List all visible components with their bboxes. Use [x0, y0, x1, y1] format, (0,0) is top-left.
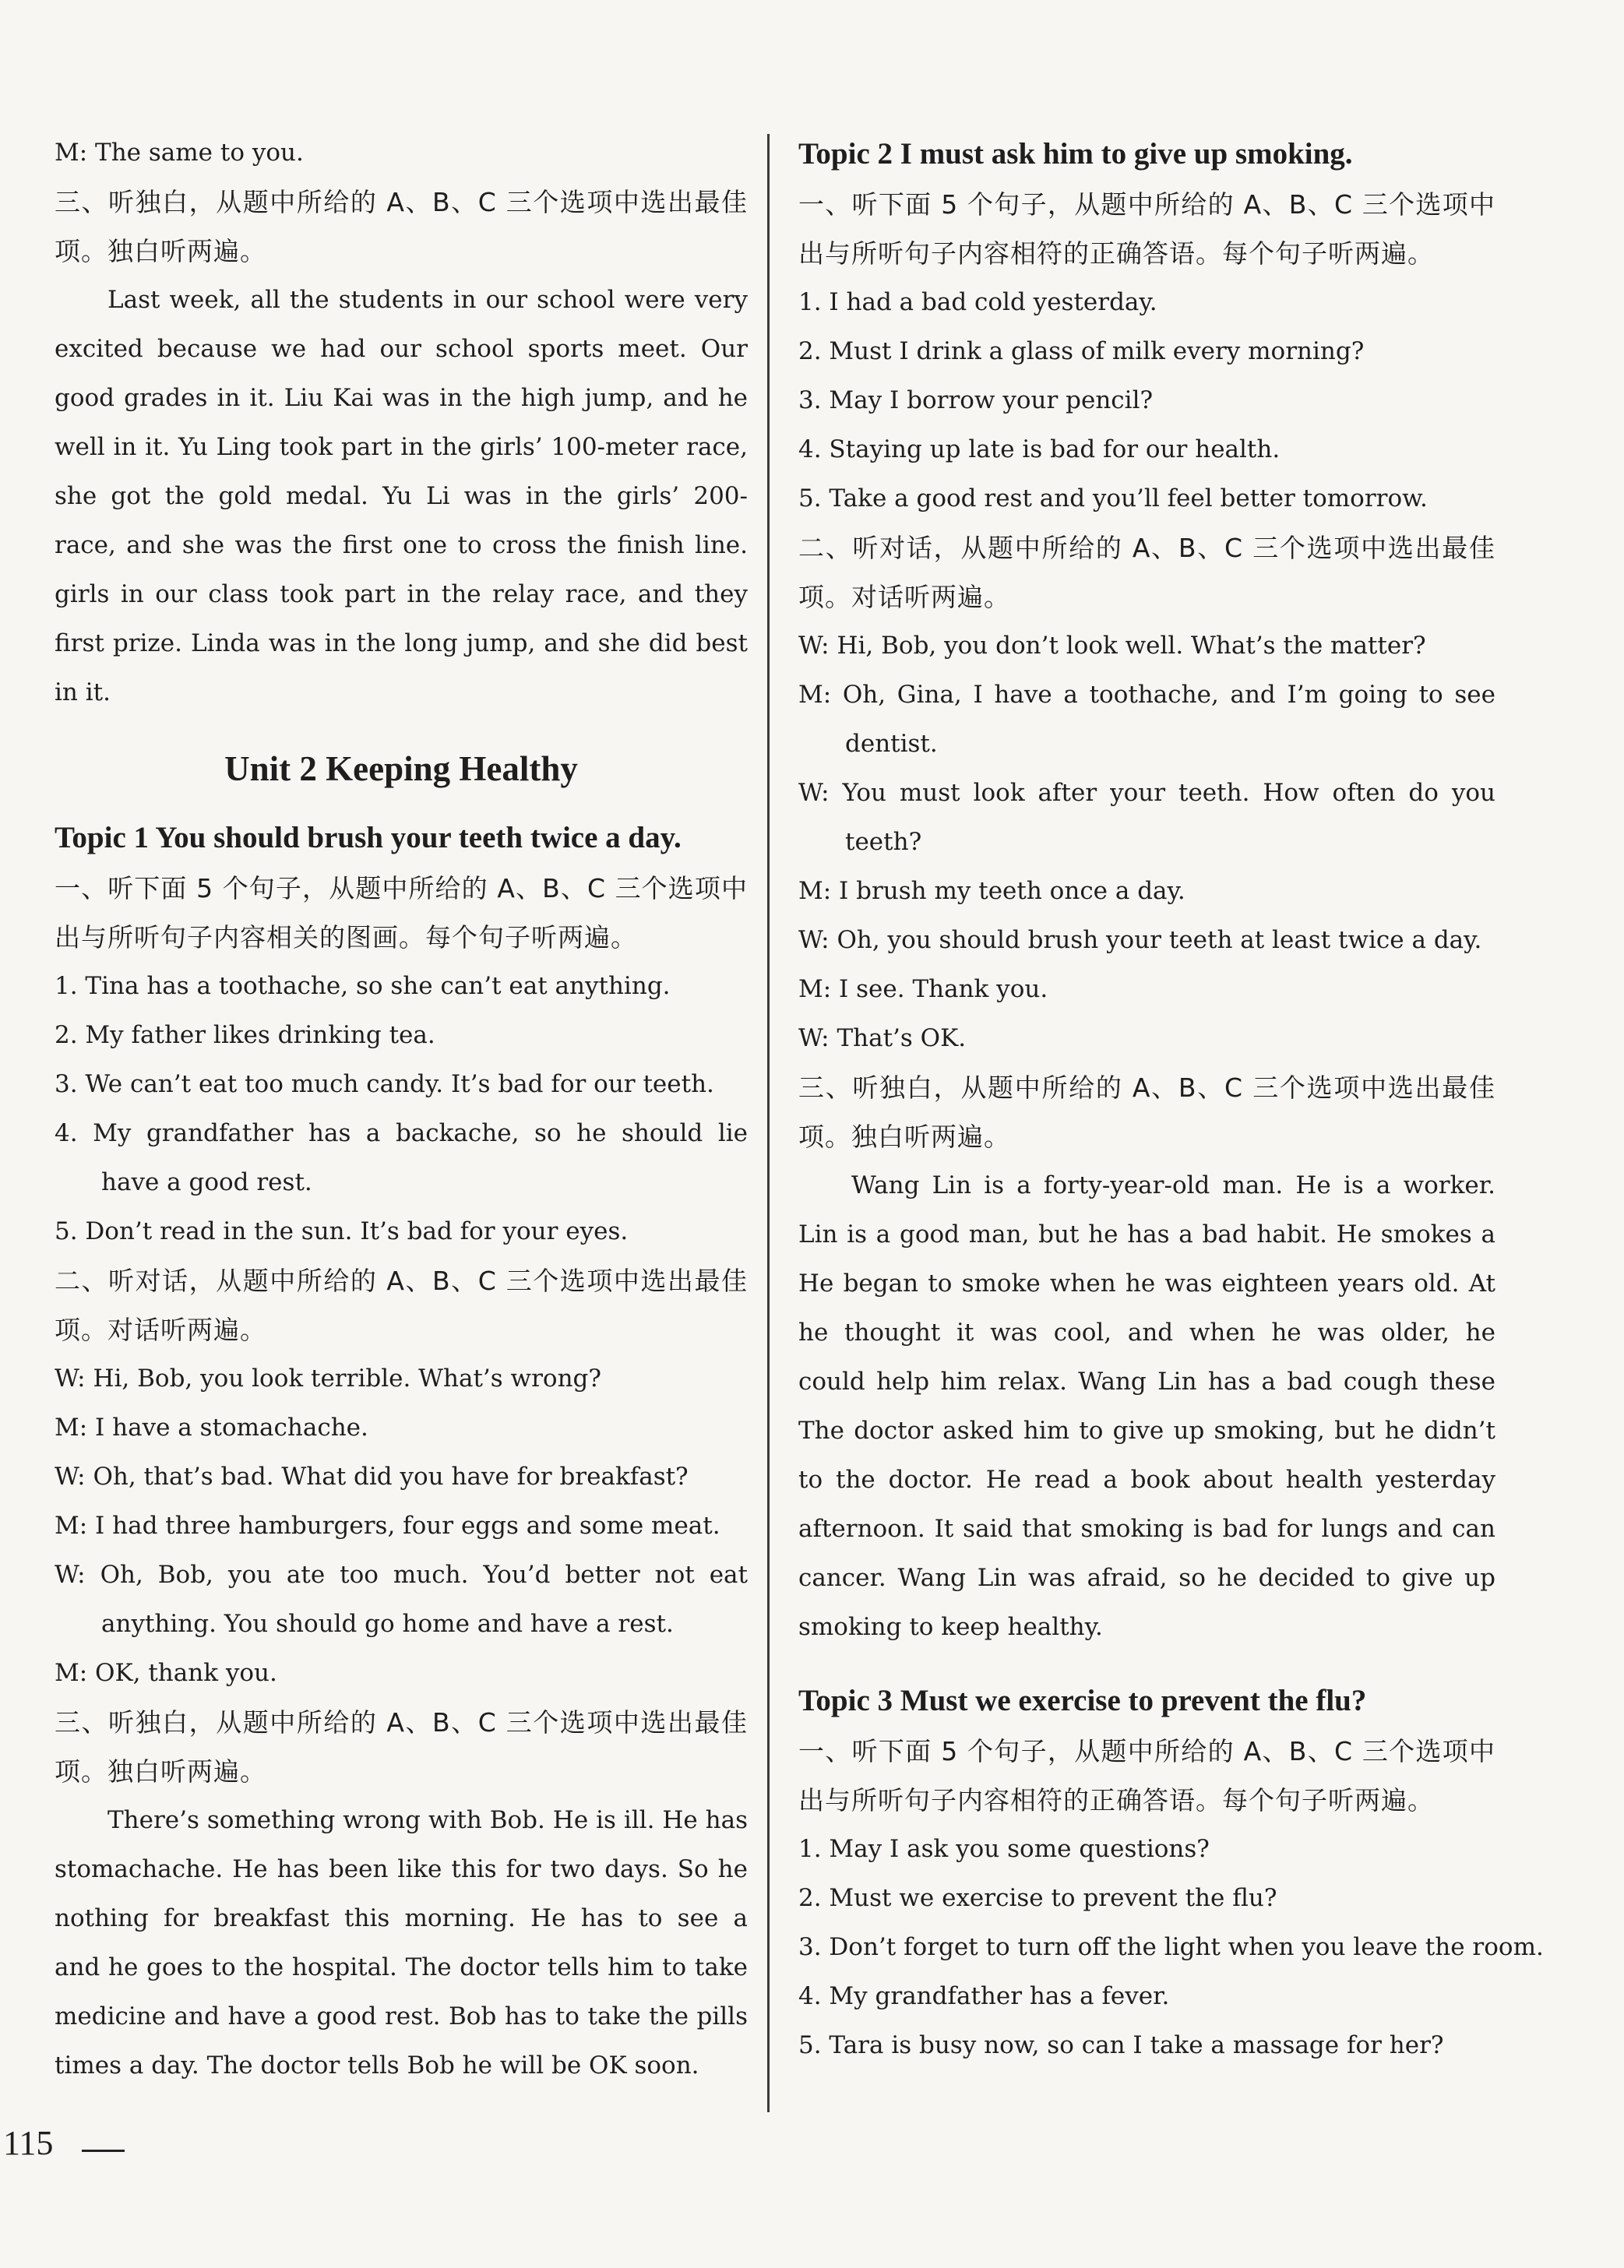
text-line: could help him relax. Wang Lin has a bad cough these: [798, 1368, 1495, 1396]
topic2-title: Topic 2 I must ask him to give up smoking.: [798, 137, 1353, 171]
text-line: well in it. Yu Ling took part in the girls’ 100-meter race,: [55, 433, 748, 461]
text-line: smoking to keep healthy.: [798, 1613, 1103, 1641]
text-line: W: Oh, that’s bad. What did you have for breakfast?: [55, 1463, 689, 1491]
text-line: W: Oh, you should brush your teeth at least twice a day.: [798, 926, 1482, 954]
text-line: 3. We can’t eat too much candy. It’s bad for our teeth.: [55, 1070, 714, 1098]
text-line: Last week, all the students in our school were very: [107, 286, 748, 314]
text-line: dentist.: [845, 730, 938, 758]
text-line: anything. You should go home and have a rest.: [101, 1610, 674, 1638]
text-line: 1. I had a bad cold yesterday.: [798, 288, 1157, 316]
topic2-lines: [798, 180, 1495, 1652]
text-line: 3. Don’t forget to turn off the light when you leave the room.: [798, 1933, 1544, 1961]
text-line: she got the gold medal. Yu Li was in the girls’ 200-: [55, 482, 748, 510]
text-line: have a good rest.: [101, 1168, 312, 1196]
text-line: He began to smoke when he was eighteen years old. At: [798, 1270, 1495, 1298]
text-line: 三、听独白，从题中所给的 A、B、C 三个选项中选出最佳: [55, 187, 748, 217]
text-line: afternoon. It said that smoking is bad for lungs and can: [798, 1515, 1495, 1543]
text-line: times a day. The doctor tells Bob he will be OK soon.: [55, 2051, 699, 2080]
text-line: 一、听下面 5 个句子，从题中所给的 A、B、C 三个选项中: [798, 189, 1495, 220]
text-line: to the doctor. He read a book about health yesterday: [798, 1466, 1495, 1494]
text-line: 一、听下面 5 个句子，从题中所给的 A、B、C 三个选项中: [798, 1736, 1495, 1766]
text-line: 3. May I borrow your pencil?: [798, 386, 1154, 414]
left-column: [55, 129, 748, 2090]
text-line: M: I see. Thank you.: [798, 975, 1048, 1003]
text-line: 项。独白听两遍。: [798, 1122, 1010, 1152]
unit-title: Unit 2 Keeping Healthy: [224, 749, 578, 788]
text-line: W: Oh, Bob, you ate too much. You’d better not eat: [55, 1561, 748, 1589]
text-line: first prize. Linda was in the long jump, and she did best: [55, 629, 748, 657]
topic1-title: Topic 1 You should brush your teeth twice a day.: [55, 821, 682, 854]
text-line: 2. My father likes drinking tea.: [55, 1021, 435, 1049]
text-line: 5. Don’t read in the sun. It’s bad for your eyes.: [55, 1217, 629, 1245]
text-line: W: That’s OK.: [798, 1024, 967, 1052]
text-line: 出与所听句子内容相符的正确答语。每个句子听两遍。: [798, 1785, 1434, 1815]
text-line: teeth?: [845, 828, 922, 856]
text-line: excited because we had our school sports meet. Our: [55, 335, 748, 363]
column-divider: [767, 134, 770, 2112]
text-line: nothing for breakfast this morning. He has to see a: [55, 1904, 748, 1932]
text-line: 二、听对话，从题中所给的 A、B、C 三个选项中选出最佳: [798, 533, 1495, 563]
text-line: 5. Take a good rest and you’ll feel better tomorrow.: [798, 484, 1428, 512]
text-line: 项。独白听两遍。: [55, 236, 266, 266]
text-line: M: Oh, Gina, I have a toothache, and I’m going to see: [798, 681, 1495, 709]
text-line: and he goes to the hospital. The doctor tells him to take: [55, 1953, 748, 1981]
text-line: M: I brush my teeth once a day.: [798, 877, 1185, 905]
text-line: 三、听独白，从题中所给的 A、B、C 三个选项中选出最佳: [798, 1072, 1495, 1103]
text-line: 出与所听句子内容相符的正确答语。每个句子听两遍。: [798, 238, 1434, 269]
text-line: 5. Tara is busy now, so can I take a massage for her?: [798, 2031, 1444, 2059]
text-line: 一、听下面 5 个句子，从题中所给的 A、B、C 三个选项中: [55, 873, 748, 903]
text-line: 2. Must we exercise to prevent the flu?: [798, 1884, 1277, 1912]
topic3-title: Topic 3 Must we exercise to prevent the flu?: [798, 1684, 1367, 1717]
text-line: 三、听独白，从题中所给的 A、B、C 三个选项中选出最佳: [55, 1707, 748, 1738]
text-line: race, and she was the first one to cross the finish line.: [55, 531, 748, 559]
page-number: 115: [3, 2124, 54, 2162]
text-line: There’s something wrong with Bob. He is ill. He has: [107, 1806, 748, 1834]
text-line: W: Hi, Bob, you look terrible. What’s wrong?: [55, 1365, 601, 1393]
text-line: in it.: [55, 678, 111, 706]
text-line: 1. Tina has a toothache, so she can’t eat anything.: [55, 972, 671, 1000]
text-line: M: OK, thank you.: [55, 1659, 277, 1687]
text-line: M: The same to you.: [55, 139, 304, 167]
right-column: [798, 129, 1544, 2070]
text-line: W: You must look after your teeth. How often do you: [798, 779, 1495, 807]
text-line: The doctor asked him to give up smoking, but he didn’t: [798, 1417, 1495, 1445]
text-line: 二、听对话，从题中所给的 A、B、C 三个选项中选出最佳: [55, 1266, 748, 1296]
page-number-dash: [82, 2150, 125, 2152]
left-top-lines: [55, 129, 748, 717]
topic3-lines: [798, 1727, 1544, 2070]
text-line: 出与所听句子内容相关的图画。每个句子听两遍。: [55, 922, 637, 953]
text-line: 1. May I ask you some questions?: [798, 1835, 1210, 1863]
text-line: medicine and have a good rest. Bob has to take the pills: [55, 2002, 748, 2030]
text-line: Lin is a good man, but he has a bad habit. He smokes a: [798, 1220, 1495, 1248]
text-line: M: I have a stomachache.: [55, 1414, 368, 1442]
text-line: M: I had three hamburgers, four eggs and some meat.: [55, 1512, 720, 1540]
text-line: 4. My grandfather has a fever.: [798, 1982, 1170, 2010]
text-line: 项。对话听两遍。: [798, 582, 1010, 612]
text-line: 2. Must I drink a glass of milk every morning?: [798, 337, 1365, 365]
text-line: cancer. Wang Lin was afraid, so he decided to give up: [798, 1564, 1495, 1592]
text-line: good grades in it. Liu Kai was in the high jump, and he: [55, 384, 748, 412]
text-line: stomachache. He has been like this for two days. So he: [55, 1855, 748, 1883]
topic1-lines: [55, 864, 748, 2090]
text-line: W: Hi, Bob, you don’t look well. What’s the matter?: [798, 632, 1426, 660]
text-line: 4. Staying up late is bad for our health.: [798, 435, 1281, 463]
text-line: 项。独白听两遍。: [55, 1756, 266, 1787]
text-line: girls in our class took part in the relay race, and they: [55, 580, 748, 608]
text-line: Wang Lin is a forty-year-old man. He is a worker.: [851, 1171, 1495, 1199]
text-line: 项。对话听两遍。: [55, 1315, 266, 1345]
text-line: he thought it was cool, and when he was older, he: [798, 1319, 1495, 1347]
text-line: 4. My grandfather has a backache, so he should lie: [55, 1119, 748, 1147]
